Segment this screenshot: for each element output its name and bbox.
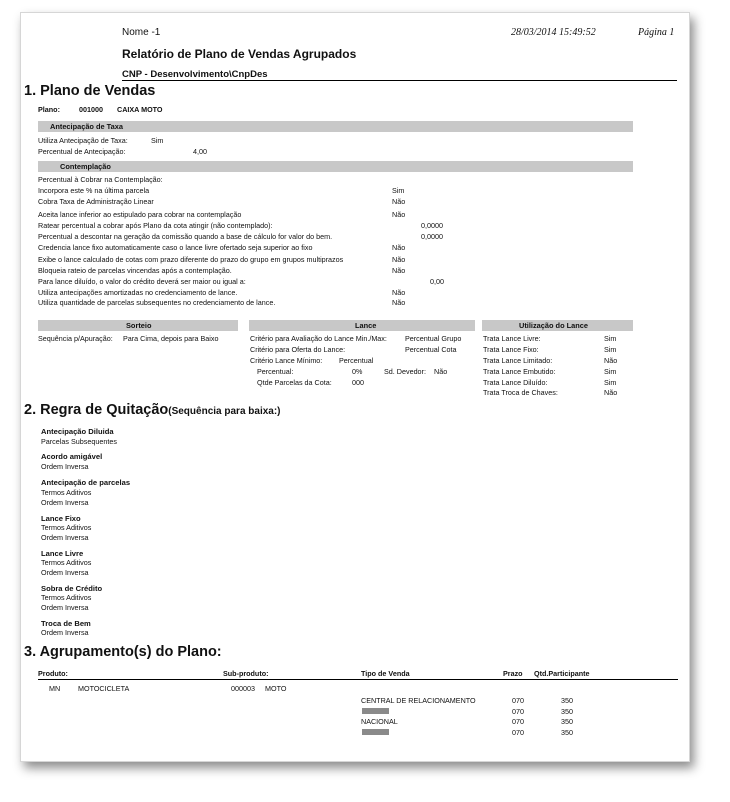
contemplacao-row-value: Não [392,210,406,219]
qtd-cell: 350 [561,728,573,737]
lance-header: Lance [355,321,377,330]
quitacao-group-item: Parcelas Subsequentes [41,437,117,446]
utilizacao-row-label: Trata Lance Limitado: [483,356,553,365]
utilizacao-row-label: Trata Troca de Chaves: [483,388,558,397]
header-divider [122,80,677,81]
plan-name: CAIXA MOTO [117,105,163,114]
prazo-cell: 070 [512,696,524,705]
col-header-prazo: Prazo [503,669,523,678]
lance-qtde-label: Qtde Parcelas da Cota: [257,378,332,387]
quitacao-group-item: Ordem Inversa [41,462,89,471]
contemplacao-row-label: Credencia lance fixo automaticamente caso o lance livre ofertado seja superior ao fixo [38,243,313,252]
page-number: Página 1 [638,27,675,38]
section-regra-quitacao-subtitle: (Sequência para baixa:) [168,406,281,417]
sorteio-value: Para Cima, depois para Baixo [123,334,219,343]
section-plano-de-vendas-title: 1. Plano de Vendas [24,83,156,99]
contemplacao-row-value: Não [392,243,406,252]
tipo-venda-cell: CENTRAL DE RELACIONAMENTO [361,696,476,705]
utilizacao-header-bar [482,320,633,331]
col-header-tipo-venda: Tipo de Venda [361,669,410,678]
redacted-tipo-venda [362,708,389,714]
utilizacao-row-label: Trata Lance Fixo: [483,345,539,354]
contemplacao-row-label: Utiliza quantidade de parcelas subsequentes no credenciamento de lance. [38,298,276,307]
report-user-name: Nome -1 [122,27,161,38]
contemplacao-header: Contemplação [60,162,111,171]
lance-criterio-oferta-value: Percentual Cota [405,345,457,354]
tipo-venda-cell: NACIONAL [361,717,398,726]
col-header-produto: Produto: [38,669,68,678]
subproduct-name: MOTO [265,684,287,693]
antecipacao-label: Utiliza Antecipação de Taxa: [38,136,128,145]
contemplacao-row-value: Não [392,288,406,297]
qtd-cell: 350 [561,707,573,716]
redacted-tipo-venda [362,729,389,735]
lance-sd-devedor-value: Não [434,367,448,376]
sorteio-label: Sequência p/Apuração: [38,334,113,343]
antecipacao-value: Sim [151,136,164,145]
utilizacao-row-value: Não [604,388,618,397]
percentual-antecipacao-label: Percentual de Antecipação: [38,147,126,156]
contemplacao-row-value: Não [392,255,406,264]
quitacao-group-item: Termos Aditivos [41,593,92,602]
quitacao-group-item: Termos Aditivos [41,558,92,567]
contemplacao-row-value: Não [392,266,406,275]
report-datetime: 28/03/2014 15:49:52 [511,27,596,38]
report-page [20,12,690,762]
contemplacao-row-value: 0,00 [430,277,444,286]
utilizacao-row-label: Trata Lance Livre: [483,334,541,343]
quitacao-group-item: Termos Aditivos [41,523,92,532]
lance-qtde-value: 000 [352,378,364,387]
prazo-cell: 070 [512,717,524,726]
contemplacao-row-value: Sim [392,186,405,195]
contemplacao-row-value: Não [392,298,406,307]
report-subtitle: CNP - Desenvolvimento\CnpDes [122,69,268,80]
contemplacao-row-value: 0,0000 [421,221,443,230]
table-header-divider [38,679,678,680]
quitacao-group-title: Lance Livre [41,549,84,558]
antecipacao-header: Antecipação de Taxa [50,122,123,131]
contemplacao-row-label: Percentual à Cobrar na Contemplação: [38,175,163,184]
quitacao-group-item: Ordem Inversa [41,498,89,507]
section-agrupamentos-title: 3. Agrupamento(s) do Plano: [24,644,222,660]
quitacao-group-item: Ordem Inversa [41,568,89,577]
utilizacao-row-label: Trata Lance Embutido: [483,367,556,376]
contemplacao-row-value: Não [392,197,406,206]
contemplacao-row-label: Bloqueia rateio de parcelas vincendas após a contemplação. [38,266,232,275]
lance-criterio-oferta-label: Critério para Oferta do Lance: [250,345,346,354]
utilizacao-row-value: Sim [604,378,617,387]
lance-sd-devedor-label: Sd. Devedor: [384,367,426,376]
quitacao-group-item: Ordem Inversa [41,533,89,542]
utilizacao-row-value: Sim [604,334,617,343]
lance-criterio-minimo-label: Critério Lance Mínimo: [250,356,323,365]
contemplacao-row-value: 0,0000 [421,232,443,241]
quitacao-group-title: Troca de Bem [41,619,91,628]
quitacao-group-title: Antecipação de parcelas [41,478,131,487]
percentual-antecipacao-value: 4,00 [193,147,207,156]
contemplacao-row-label: Incorpora este % na última parcela [38,186,150,195]
product-code: MN [49,684,61,693]
lance-criterio-min-max-value: Percentual Grupo [405,334,462,343]
utilizacao-row-value: Sim [604,345,617,354]
quitacao-group-item: Ordem Inversa [41,628,89,637]
lance-header-bar [249,320,475,331]
report-title: Relatório de Plano de Vendas Agrupados [122,47,357,61]
quitacao-group-item: Ordem Inversa [41,603,89,612]
prazo-cell: 070 [512,728,524,737]
quitacao-group-title: Antecipação Diluida [41,427,114,436]
utilizacao-header: Utilização do Lance [519,321,588,330]
contemplacao-row-label: Para lance diluído, o valor do crédito deverá ser maior ou igual a: [38,277,246,286]
contemplacao-row-label: Aceita lance inferior ao estipulado para cobrar na contemplação [38,210,242,219]
utilizacao-row-value: Sim [604,367,617,376]
col-header-qtd-participante: Qtd.Participante [534,669,590,678]
section-regra-quitacao-title [24,402,281,418]
prazo-cell: 070 [512,707,524,716]
plan-code: 001000 [79,105,103,114]
quitacao-group-title: Lance Fixo [41,514,81,523]
sorteio-header-bar [38,320,238,331]
plan-label: Plano: [38,105,60,114]
col-header-subproduto: Sub-produto: [223,669,269,678]
qtd-cell: 350 [561,717,573,726]
contemplacao-header-bar [38,161,633,172]
subproduct-code: 000003 [231,684,255,693]
lance-percentual-value: 0% [352,367,363,376]
product-name: MOTOCICLETA [78,684,130,693]
contemplacao-row-label: Utiliza antecipações amortizadas no credenciamento de lance. [38,288,238,297]
quitacao-group-title: Acordo amigável [41,452,103,461]
lance-criterio-minimo-value: Percentual [339,356,374,365]
contemplacao-row-label: Percentual a descontar na geração da comissão quando a base de cálculo for valor do bem. [38,232,333,241]
antecipacao-header-bar [38,121,633,132]
section-regra-quitacao-heading: 2. Regra de Quitação [24,402,169,418]
sorteio-header: Sorteio [126,321,152,330]
quitacao-group-item: Termos Aditivos [41,488,92,497]
utilizacao-row-label: Trata Lance Diluído: [483,378,548,387]
contemplacao-row-label: Exibe o lance calculado de cotas com prazo diferente do prazo do grupo em grupos multiprazos [38,255,344,264]
quitacao-group-title: Sobra de Crédito [41,584,103,593]
qtd-cell: 350 [561,696,573,705]
contemplacao-row-label: Ratear percentual a cobrar após Plano da cota atingir (não contemplado): [38,221,273,230]
lance-criterio-min-max-label: Critério para Avaliação do Lance Min./Max: [250,334,387,343]
lance-percentual-label: Percentual: [257,367,294,376]
utilizacao-row-value: Não [604,356,618,365]
contemplacao-row-label: Cobra Taxa de Administração Linear [38,197,154,206]
